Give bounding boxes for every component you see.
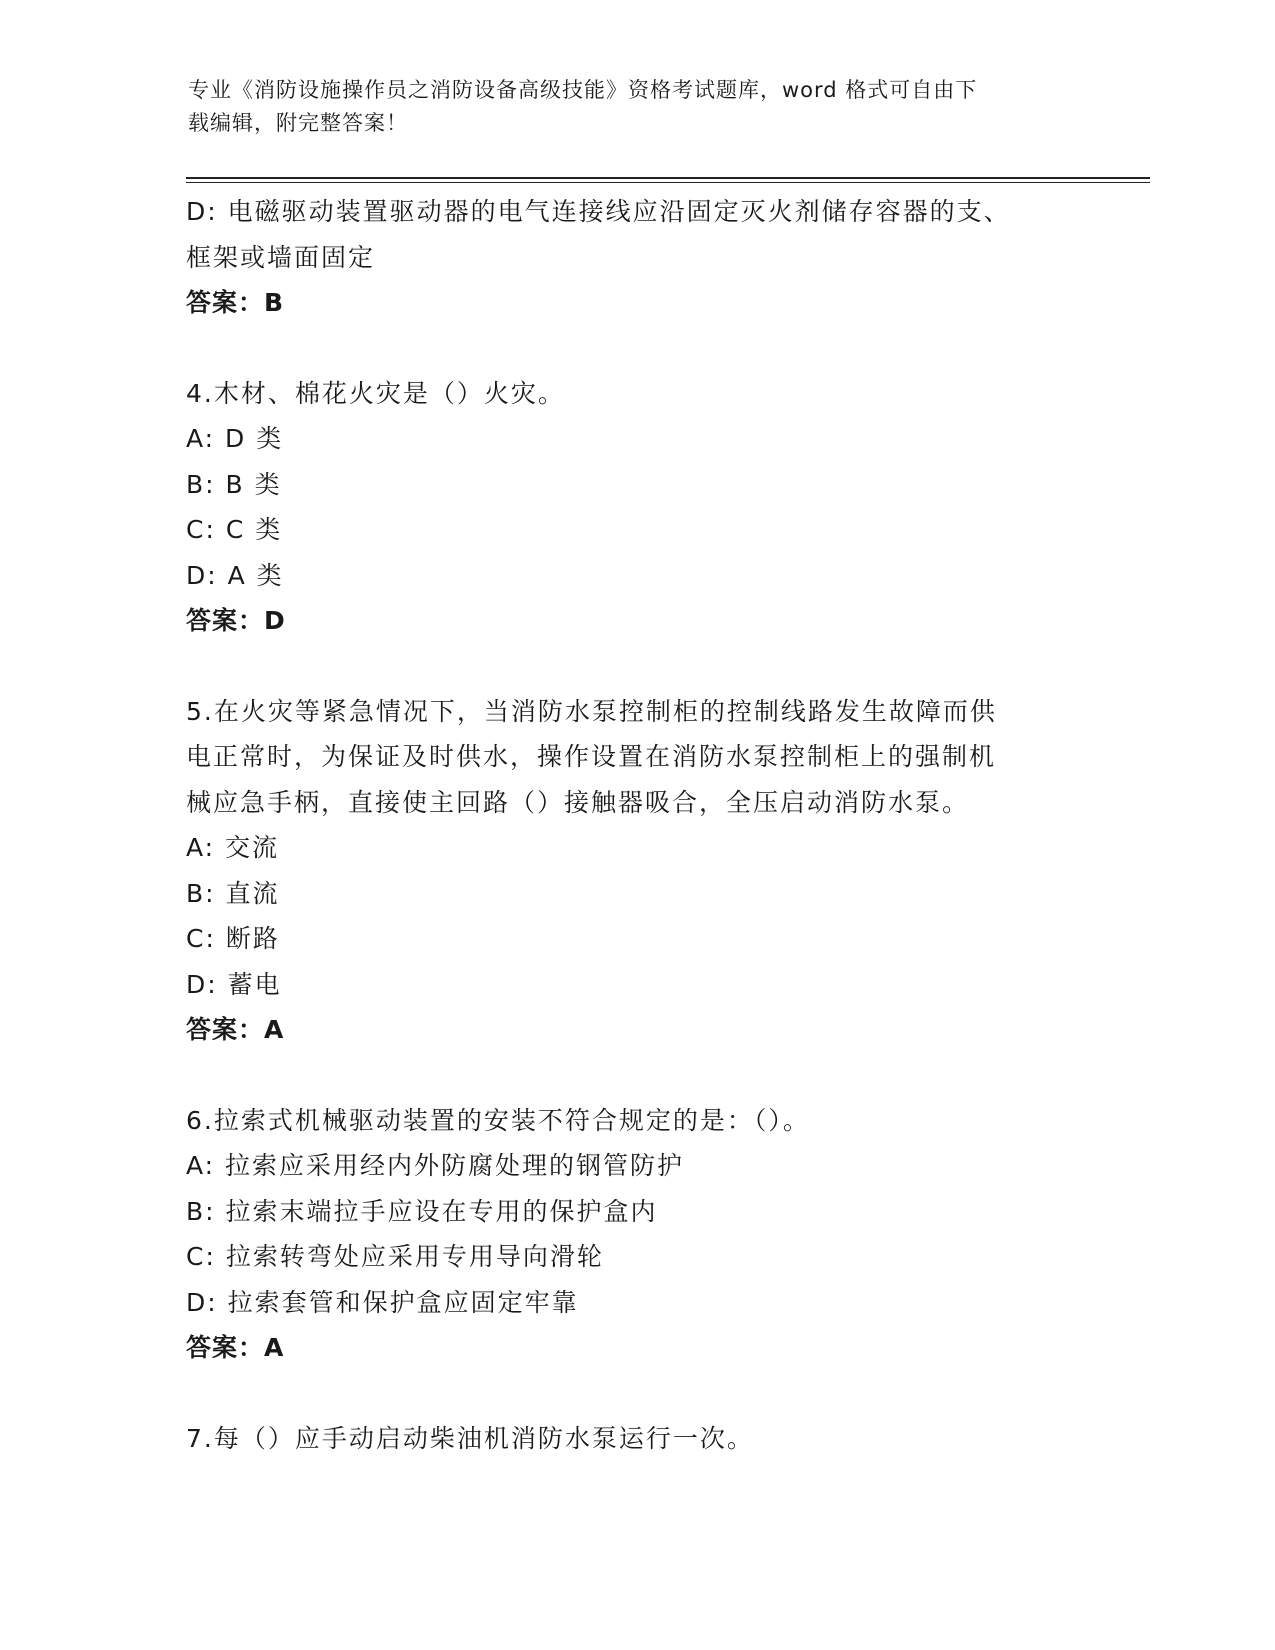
- question-4: [186, 371, 1086, 644]
- question-stem-continued: 械应急手柄，直接使主回路（）接触器吸合，全压启动消防水泵。: [186, 787, 970, 817]
- question-5: [186, 689, 1086, 1053]
- question-stem-continued: 电正常时，为保证及时供水，操作设置在消防水泵控制柜上的强制机: [186, 742, 997, 771]
- answer-label: 答案：B: [186, 288, 285, 317]
- document-header: [188, 74, 1068, 140]
- option-b: B: 拉索末端拉手应设在专用的保护盒内: [186, 1196, 658, 1226]
- option-d: D: 拉索套管和保护盒应固定牢靠: [186, 1287, 579, 1317]
- option-d: D: A 类: [186, 560, 284, 590]
- question-stem: 7.每（）应手动启动柴油机消防水泵运行一次。: [186, 1423, 754, 1453]
- header-divider-thin: [186, 182, 1150, 183]
- option-d: D: 电磁驱动装置驱动器的电气连接线应沿固定灭火剂储存容器的支、: [186, 197, 1011, 226]
- option-d: D: 蓄电: [186, 969, 282, 999]
- option-b: B: 直流: [186, 878, 280, 908]
- option-d-continued: 框架或墙面固定: [186, 242, 376, 272]
- option-a: A: D 类: [186, 424, 284, 453]
- answer-label: 答案：A: [186, 1015, 285, 1044]
- spacer: [186, 1371, 1086, 1416]
- question-stem: 6.拉索式机械驱动装置的安装不符合规定的是：（）。: [186, 1105, 810, 1135]
- option-c: C: 拉索转弯处应采用专用导向滑轮: [186, 1242, 604, 1271]
- spacer: [186, 326, 1086, 371]
- option-b: B: B 类: [186, 469, 282, 499]
- spacer: [186, 644, 1086, 689]
- option-c: C: 断路: [186, 924, 280, 953]
- option-c: C: C 类: [186, 515, 283, 544]
- question-stem: 4.木材、棉花火灾是（）火灾。: [186, 378, 565, 408]
- header-divider-thick: [186, 177, 1150, 179]
- option-a: A: 交流: [186, 833, 280, 862]
- question-6: [186, 1098, 1086, 1371]
- question-3-tail: [186, 189, 1086, 326]
- question-list: [186, 189, 1086, 1461]
- answer-label: 答案：A: [186, 1333, 285, 1362]
- header-line-2: 载编辑，附完整答案！: [188, 111, 408, 135]
- option-a: A: 拉索应采用经内外防腐处理的钢管防护: [186, 1151, 685, 1180]
- answer-label: 答案：D: [186, 606, 286, 635]
- header-line-1: 专业《消防设施操作员之消防设备高级技能》资格考试题库，word 格式可自由下: [188, 78, 978, 102]
- question-7: [186, 1416, 1086, 1462]
- question-stem: 5.在火灾等紧急情况下，当消防水泵控制柜的控制线路发生故障而供: [186, 696, 997, 726]
- spacer: [186, 1053, 1086, 1098]
